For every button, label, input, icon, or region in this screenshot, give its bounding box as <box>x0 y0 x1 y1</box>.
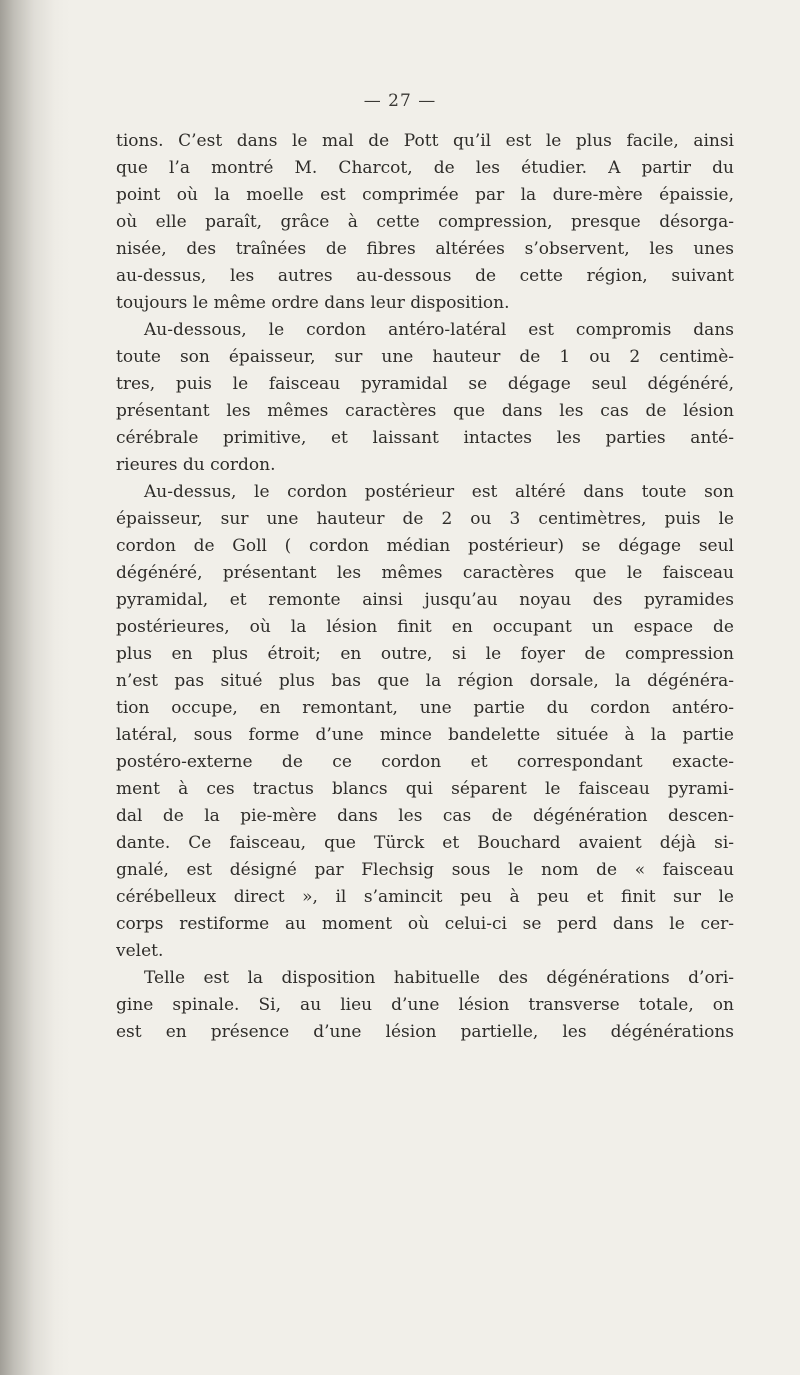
text-line: Au-dessus, le cordon postérieur est altéré dans toute son <box>144 482 734 502</box>
text-line: cérébelleux direct », il s’amincit peu à peu et finit sur le <box>116 887 734 907</box>
text-line: au-dessus, les autres au-dessous de cette région, suivant <box>116 266 734 286</box>
text-line: toujours le même ordre dans leur disposition. <box>116 293 510 313</box>
text-line: gine spinale. Si, au lieu d’une lésion transverse totale, on <box>116 995 734 1015</box>
text-line: n’est pas situé plus bas que la région dorsale, la dégénéra- <box>116 671 734 691</box>
text-line: nisée, des traînées de fibres altérées s’observent, les unes <box>116 239 734 259</box>
text-line: rieures du cordon. <box>116 455 276 475</box>
text-line: corps restiforme au moment où celui-ci se perd dans le cer- <box>116 914 734 934</box>
text-line: pyramidal, et remonte ainsi jusqu’au noyau des pyramides <box>116 590 734 610</box>
text-line: point où la moelle est comprimée par la dure-mère épaissie, <box>116 185 734 205</box>
text-line: Au-dessous, le cordon antéro-latéral est compromis dans <box>144 320 734 340</box>
text-line: ment à ces tractus blancs qui séparent le faisceau pyrami- <box>116 779 734 799</box>
text-line: Telle est la disposition habituelle des dégénérations d’ori- <box>144 968 734 988</box>
text-line: cordon de Goll ( cordon médian postérieur) se dégage seul <box>116 536 734 556</box>
text-line: présentant les mêmes caractères que dans les cas de lésion <box>116 401 734 421</box>
text-line: épaisseur, sur une hauteur de 2 ou 3 centimètres, puis le <box>116 509 734 529</box>
text-line: postéro-externe de ce cordon et correspondant exacte- <box>116 752 734 772</box>
text-line: tion occupe, en remontant, une partie du cordon antéro- <box>116 698 734 718</box>
text-line: toute son épaisseur, sur une hauteur de 1 ou 2 centimè- <box>116 347 734 367</box>
text-line: dal de la pie-mère dans les cas de dégénération descen- <box>116 806 734 826</box>
text-line: cérébrale primitive, et laissant intactes les parties anté- <box>116 428 734 448</box>
page-number: — 27 — <box>363 91 437 111</box>
text-line: velet. <box>116 941 164 961</box>
binding-shadow <box>0 0 70 1375</box>
text-line: gnalé, est désigné par Flechsig sous le nom de « faisceau <box>116 860 734 880</box>
text-line: postérieures, où la lésion finit en occupant un espace de <box>116 617 734 637</box>
paragraph-4 <box>116 965 734 1046</box>
paragraph-1 <box>116 128 734 317</box>
text-line: latéral, sous forme d’une mince bandelette située à la partie <box>116 725 734 745</box>
paragraph-3 <box>116 479 734 965</box>
text-line: est en présence d’une lésion partielle, les dégénérations <box>116 1022 734 1042</box>
text-line: dégénéré, présentant les mêmes caractères que le faisceau <box>116 563 734 583</box>
body-text <box>116 128 734 1046</box>
text-line: plus en plus étroit; en outre, si le foyer de compression <box>116 644 734 664</box>
text-line: que l’a montré M. Charcot, de les étudier. A partir du <box>116 158 734 178</box>
paragraph-2 <box>116 317 734 479</box>
text-line: où elle paraît, grâce à cette compression, presque désorga- <box>116 212 734 232</box>
text-line: tions. C’est dans le mal de Pott qu’il est le plus facile, ainsi <box>116 131 734 151</box>
text-line: tres, puis le faisceau pyramidal se dégage seul dégénéré, <box>116 374 734 394</box>
text-line: dante. Ce faisceau, que Türck et Bouchard avaient déjà si- <box>116 833 734 853</box>
